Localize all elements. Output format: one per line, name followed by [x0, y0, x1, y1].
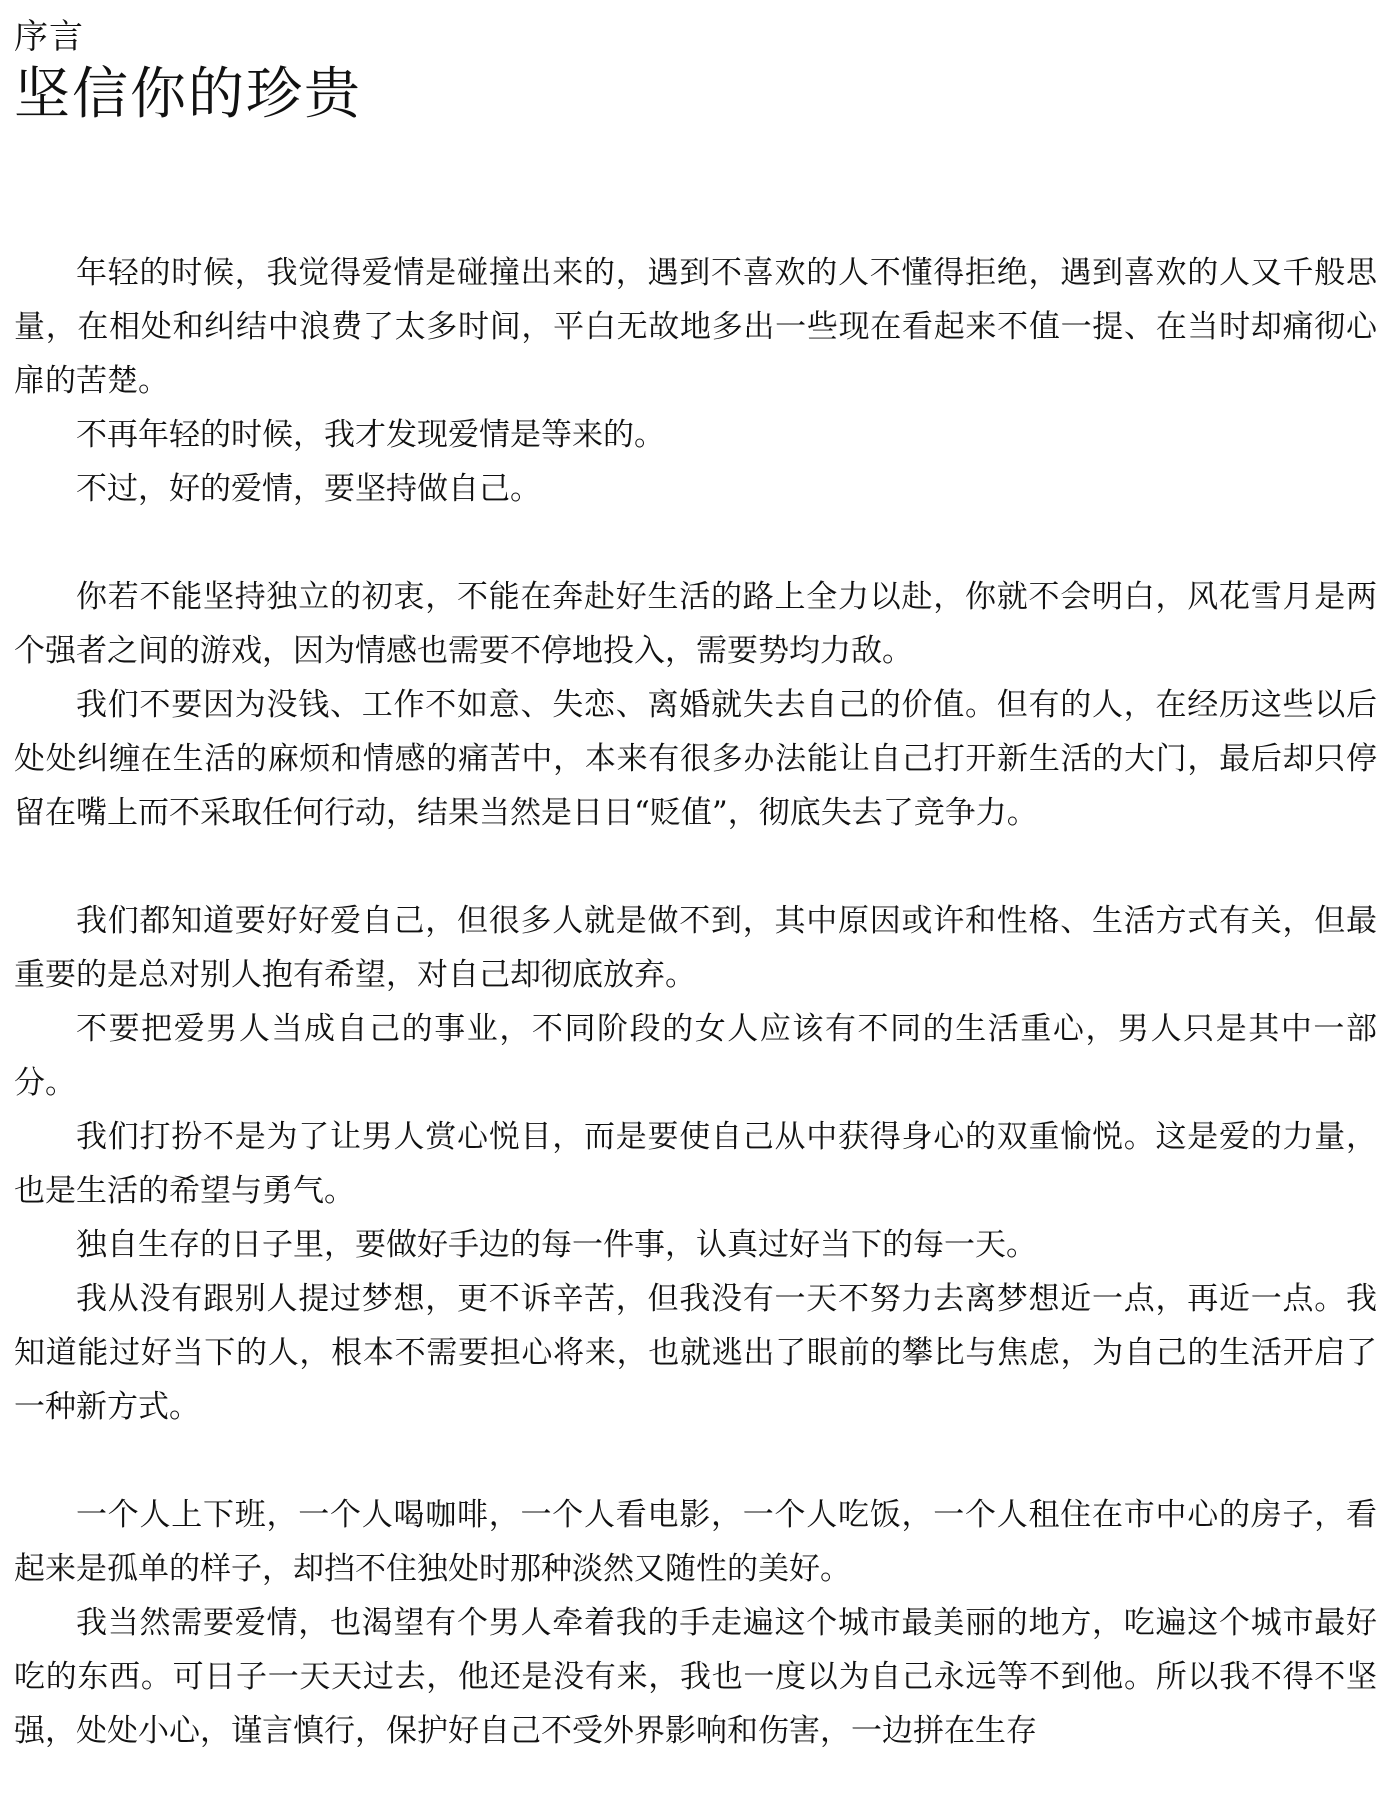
paragraph: 独自生存的日子里，要做好手边的每一件事，认真过好当下的每一天。 — [76, 1227, 1037, 1263]
paragraph: 我们打扮不是为了让男人赏心悦目，而是要使自己从中获得身心的双重愉悦。这是爱的力量，也是生活的希望与勇气。 — [14, 1119, 1377, 1209]
paragraph: 不要把爱男人当成自己的事业，不同阶段的女人应该有不同的生活重心，男人只是其中一部分。 — [14, 1011, 1377, 1101]
paragraph: 不再年轻的时候，我才发现爱情是等来的。 — [76, 417, 665, 453]
paragraph: 不过，好的爱情，要坚持做自己。 — [76, 471, 541, 507]
body-text — [14, 246, 1377, 1758]
paragraph: 我当然需要爱情，也渴望有个男人牵着我的手走遍这个城市最美丽的地方，吃遍这个城市最好吃的东西。可日子一天天过去，他还是没有来，我也一度以为自己永远等不到他。所以我不得不坚强，处处小心，谨言慎行，保护好自己不受外界影响和伤害，一边拼在生存 — [14, 1605, 1377, 1749]
paragraph: 年轻的时候，我觉得爱情是碰撞出来的，遇到不喜欢的人不懂得拒绝，遇到喜欢的人又千般思量，在相处和纠结中浪费了太多时间，平白无故地多出一些现在看起来不值一提、在当时却痛彻心扉的苦楚。 — [14, 255, 1377, 399]
section-label: 序言 — [14, 17, 84, 57]
paragraph: 我们都知道要好好爱自己，但很多人就是做不到，其中原因或许和性格、生活方式有关，但最重要的是总对别人抱有希望，对自己却彻底放弃。 — [14, 903, 1377, 993]
paragraph: 我从没有跟别人提过梦想，更不诉辛苦，但我没有一天不努力去离梦想近一点，再近一点。我知道能过好当下的人，根本不需要担心将来，也就逃出了眼前的攀比与焦虑，为自己的生活开启了一种新方式。 — [14, 1281, 1377, 1425]
page-header — [14, 14, 1377, 130]
paragraph: 你若不能坚持独立的初衷，不能在奔赴好生活的路上全力以赴，你就不会明白，风花雪月是两个强者之间的游戏，因为情感也需要不停地投入，需要势均力敌。 — [14, 579, 1377, 669]
page-title: 坚信你的珍贵 — [14, 62, 362, 127]
paragraph: 一个人上下班，一个人喝咖啡，一个人看电影，一个人吃饭，一个人租住在市中心的房子，看起来是孤单的样子，却挡不住独处时那种淡然又随性的美好。 — [14, 1497, 1377, 1587]
paragraph: 我们不要因为没钱、工作不如意、失恋、离婚就失去自己的价值。但有的人，在经历这些以后处处纠缠在生活的麻烦和情感的痛苦中，本来有很多办法能让自己打开新生活的大门，最后却只停留在嘴上而不采取任何行动，结果当然是日日“贬值”，彻底失去了竞争力。 — [14, 687, 1377, 831]
